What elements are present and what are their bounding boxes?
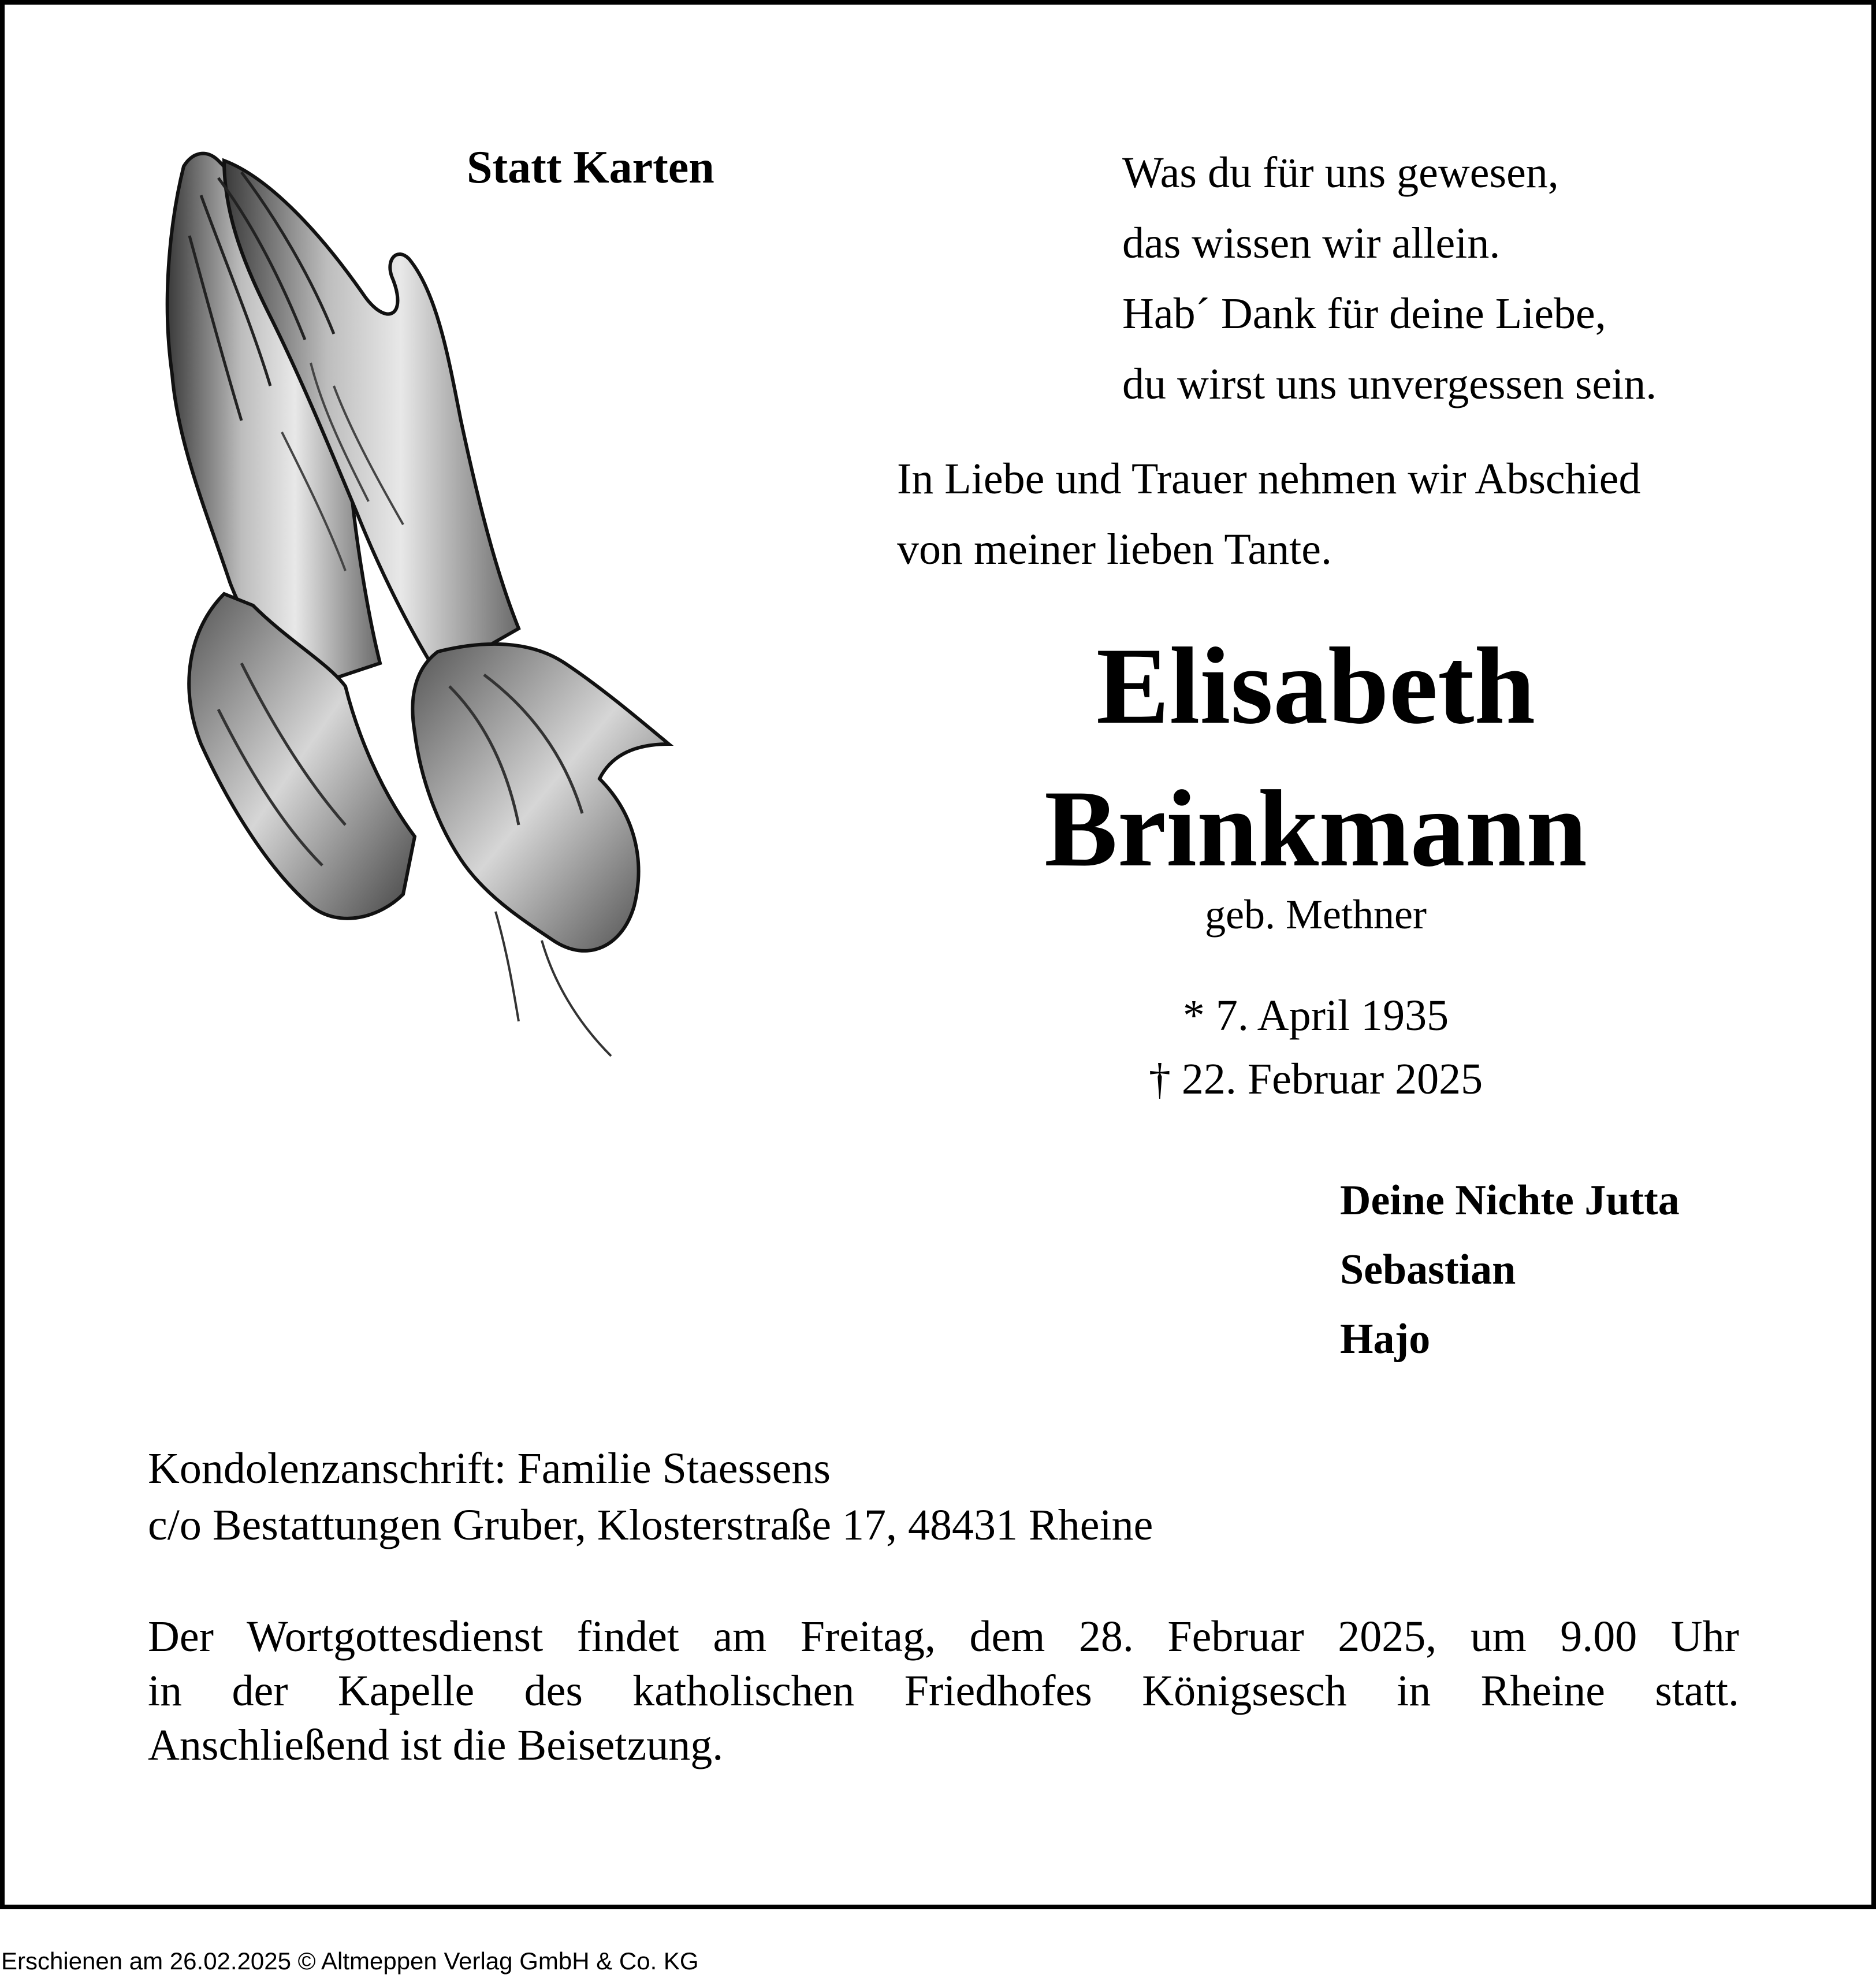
intro-line: In Liebe und Trauer nehmen wir Abschied [897, 455, 1641, 503]
praying-hands-icon [137, 143, 773, 1091]
service-info [148, 1609, 1739, 1772]
poem-line: das wissen wir allein. [1122, 219, 1501, 267]
poem [1122, 137, 1657, 419]
service-line: in der Kapelle des katholischen Friedhofes Königsesch in Rheine statt. [148, 1667, 1739, 1715]
birth-date: * 7. April 1935 [1182, 991, 1449, 1040]
mourner-name: Deine Nichte Jutta [1340, 1177, 1680, 1224]
mourner-name: Sebastian [1340, 1246, 1516, 1293]
publication-footer: Erschienen am 26.02.2025 © Altmeppen Verlag GmbH & Co. KG [1, 1947, 699, 1975]
poem-line: Hab´ Dank für deine Liebe, [1122, 289, 1606, 338]
intro-line: von meiner lieben Tante. [897, 525, 1332, 574]
deceased-last-name: Brinkmann [1044, 768, 1587, 890]
death-date: † 22. Februar 2025 [1148, 1055, 1483, 1103]
mourner-name: Hajo [1340, 1315, 1431, 1363]
mourners-list [1340, 1166, 1680, 1374]
address-line: Kondolenzanschrift: Familie Staessens [148, 1444, 831, 1493]
condolence-address [148, 1440, 1153, 1553]
poem-line: Was du für uns gewesen, [1122, 148, 1559, 197]
poem-line: du wirst uns unvergessen sein. [1122, 360, 1657, 408]
intro-text [897, 444, 1641, 585]
service-line: Anschließend ist die Beisetzung. [148, 1721, 724, 1769]
maiden-name: geb. Methner [1205, 891, 1427, 938]
service-line: Der Wortgottesdienst findet am Freitag, dem 28. Februar 2025, um 9.00 Uhr [148, 1612, 1739, 1661]
life-dates [859, 984, 1772, 1111]
statt-karten-heading: Statt Karten [467, 142, 714, 193]
deceased-first-name: Elisabeth [1096, 626, 1536, 747]
address-line: c/o Bestattungen Gruber, Klosterstraße 17, 48431 Rheine [148, 1501, 1153, 1549]
